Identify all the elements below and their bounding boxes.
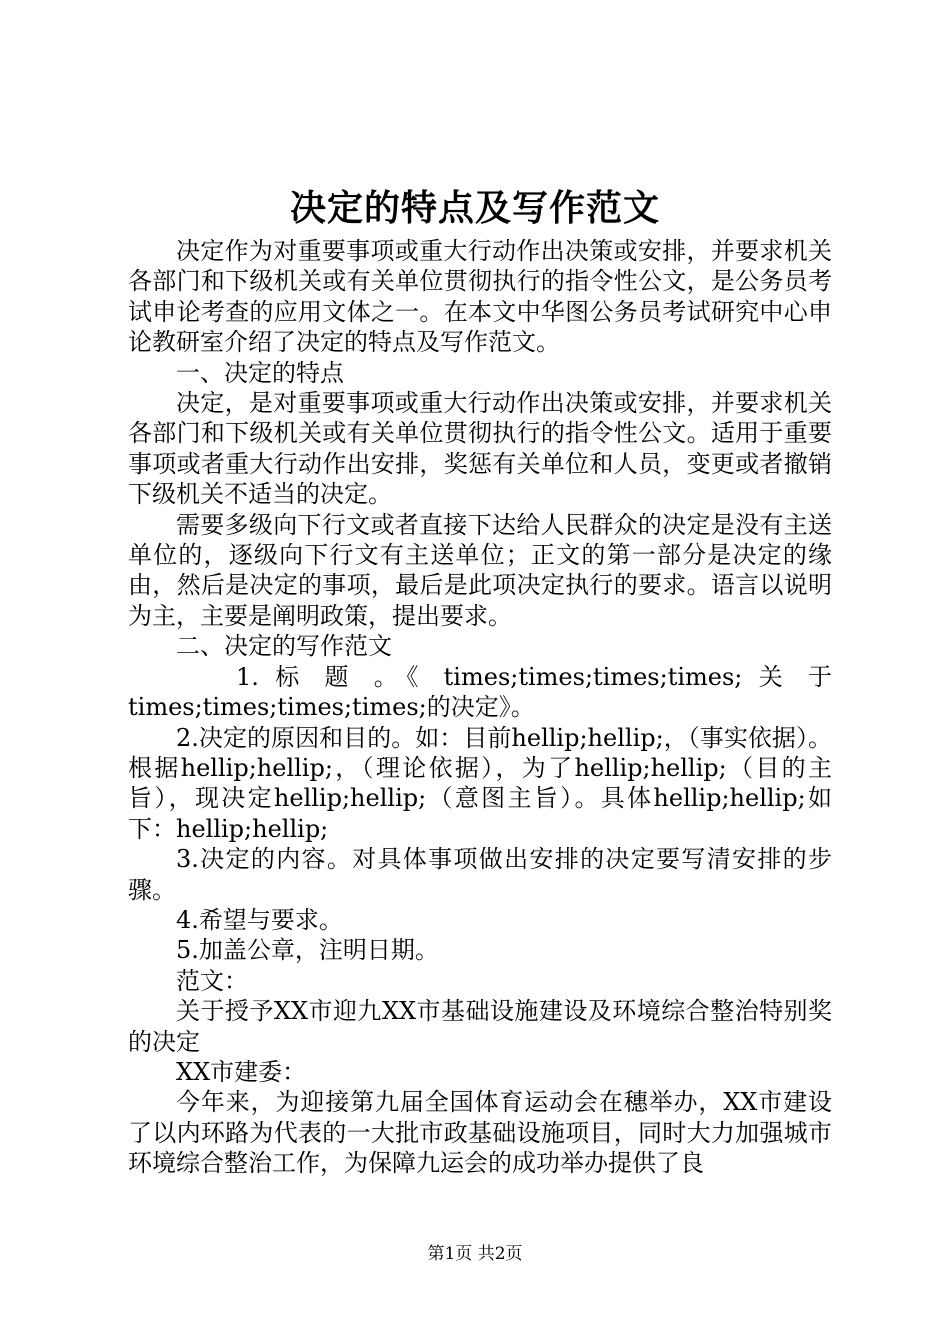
section-heading-sample: 二、决定的写作范文 bbox=[176, 632, 392, 661]
section-heading-features: 一、决定的特点 bbox=[176, 358, 344, 387]
page-number-footer: 第1页 共2页 bbox=[427, 1244, 523, 1264]
list-item-hope: 4.希望与要求。 bbox=[176, 905, 343, 934]
list-item-reason: 2.决定的原因和目的。如：目前hellip;hellip;，（事实依据）。根据hellip;hellip;，（理论依据），为了hellip;hellip;（目的主旨），现决定hellip;hellip;（意图主旨）。具体hellip;hellip;如下：hellip;hellip; bbox=[128, 723, 832, 843]
sample-recipient: XX市建委： bbox=[176, 1057, 307, 1086]
paragraph-definition: 决定，是对重要事项或重大行动作出决策或安排，并要求机关各部门和下级机关或有关单位贯彻执行的指令性公文。适用于重要事项或者重大行动作出安排，奖惩有关单位和人员，变更或者撤销下级机关不适当的决定。 bbox=[128, 389, 832, 509]
sample-body: 今年来，为迎接第九届全国体育运动会在穗举办，XX市建设了以内环路为代表的一大批市政基础设施项目，同时大力加强城市环境综合整治工作，为保障九运会的成功举办提供了良 bbox=[128, 1088, 832, 1178]
sample-title: 关于授予XX市迎九XX市基础设施建设及环境综合整治特别奖的决定 bbox=[128, 997, 832, 1056]
document-title: 决定的特点及写作范文 bbox=[289, 187, 660, 229]
list-item-content: 3.决定的内容。对具体事项做出安排的决定要写清安排的步骤。 bbox=[128, 845, 832, 904]
list-item-seal: 5.加盖公章，注明日期。 bbox=[176, 936, 439, 965]
list-item-title: 1. 标 题 。《 times;times;times;times; 关 于 times;times;times;times;的决定》。 bbox=[128, 662, 832, 722]
document-body bbox=[128, 236, 832, 1179]
sample-label: 范文： bbox=[176, 966, 248, 995]
paragraph-structure: 需要多级向下行文或者直接下达给人民群众的决定是没有主送单位的，逐级向下行文有主送单位；正文的第一部分是决定的缘由，然后是决定的事项，最后是此项决定执行的要求。语言以说明为主，主要是阐明政策，提出要求。 bbox=[128, 510, 832, 630]
paragraph-intro: 决定作为对重要事项或重大行动作出决策或安排，并要求机关各部门和下级机关或有关单位贯彻执行的指令性公文，是公务员考试申论考查的应用文体之一。在本文中华图公务员考试研究中心申论教研室介绍了决定的特点及写作范文。 bbox=[128, 237, 832, 357]
